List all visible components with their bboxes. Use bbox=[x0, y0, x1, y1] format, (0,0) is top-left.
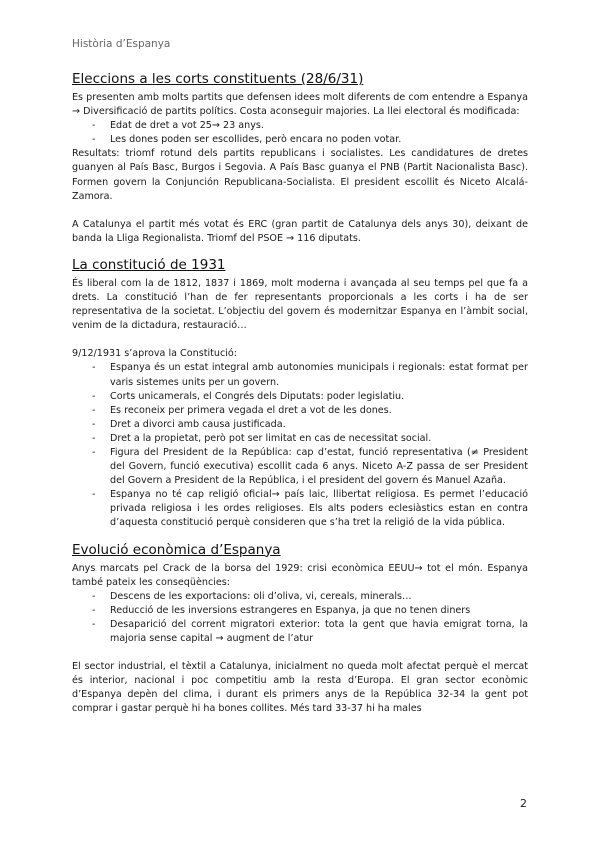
paragraph: Anys marcats pel Crack de la borsa del 1929: crisi econòmica EEUU→ tot el món. Espanya també pateix les conseqüències: bbox=[72, 562, 528, 588]
section-heading-economy: Evolució econòmica d’Espanya bbox=[72, 541, 281, 558]
list-item: - Espanya és un estat integral amb autonomies municipals i regionals: estat format per varis sistemes units per un govern. bbox=[72, 361, 528, 389]
paragraph: El sector industrial, el tèxtil a Catalunya, inicialment no queda molt afectat perquè el mercat és interior, nacional i poc competitiu amb la resta d’Europa. El gran sector econòmic d’Espanya depèn del clima, i durant els primers anys de la República 32-34 la gent pot comprar i gastar perquè hi ha bones collites. Més tard 33-37 hi ha males bbox=[72, 661, 528, 715]
section-heading-constitution: La constitució de 1931 bbox=[72, 256, 226, 273]
list-item: - Les dones poden ser escollides, però encara no poden votar. bbox=[72, 133, 528, 147]
paragraph: És liberal com la de 1812, 1837 i 1869, molt moderna i avançada al seu temps pel que fa a drets. La constitució l’han de fer representants proporcionals a les corts i ha de ser representativa de la societat. L’objectiu del govern és modernitzar Espanya en l’àmbit social, venim de la dictadura, restauració… bbox=[72, 277, 528, 332]
list-item: - Es reconeix per primera vegada el dret a vot de les dones. bbox=[72, 404, 528, 418]
bullet-list bbox=[72, 119, 528, 147]
paragraph: A Catalunya el partit més votat és ERC (gran partit de Catalunya dels anys 30), deixant de banda la Lliga Regionalista. Triomf del PSOE → 116 diputats. bbox=[72, 218, 528, 244]
bullet-list bbox=[72, 590, 528, 646]
page-content bbox=[72, 70, 528, 716]
list-item: - Espanya no té cap religió oficial→ país laic, llibertat religiosa. Es permet l’educació privada religiosa i les ordes religioses. Els alts poders eclesiàstics estan en contra d’aquesta constitució perquè consideren que s’ha tret la religió de la vida pública. bbox=[72, 488, 528, 530]
list-item: - Edat de dret a vot 25→ 23 anys. bbox=[72, 119, 528, 133]
list-item: - Reducció de les inversions estrangeres en Espanya, ja que no tenen diners bbox=[72, 604, 528, 618]
paragraph: 9/12/1931 s’aprova la Constitució: bbox=[72, 348, 238, 360]
running-header: Història d’Espanya bbox=[72, 38, 171, 50]
list-item: - Dret a divorci amb causa justificada. bbox=[72, 418, 528, 432]
list-item: - Figura del President de la República: cap d’estat, funció representativa (≠ President del Govern, funció executiva) escollit cada 6 anys. Niceto A-Z passa de ser President del Govern a President de la República, i el president del govern és Manuel Azaña. bbox=[72, 446, 528, 488]
list-item: - Corts unicamerals, el Congrés dels Diputats: poder legislatiu. bbox=[72, 390, 528, 404]
page-number: 2 bbox=[520, 797, 527, 810]
bullet-list bbox=[72, 361, 528, 530]
list-item: - Desaparició del corrent migratori exterior: tota la gent que havia emigrat torna, la majoria sense capital → augment de l’atur bbox=[72, 618, 528, 646]
paragraph: Es presenten amb molts partits que defensen idees molt diferents de com entendre a Espanya → Diversificació de partits polítics. Costa aconseguir majories. La llei electoral és modificada: bbox=[72, 92, 528, 118]
paragraph: Resultats: triomf rotund dels partits republicans i socialistes. Les candidatures de dretes guanyen al País Basc, Burgos i Segovia. A País Basc guanya el PNB (Partit Nacionalista Basc). Formen govern la Conjunción Republicana-Socialista. El president escollit és Niceto Alcalá-Zamora. bbox=[72, 148, 528, 202]
section-heading-elections: Eleccions a les corts constituents (28/6/31) bbox=[72, 71, 364, 87]
list-item: - Dret a la propietat, però pot ser limitat en cas de necessitat social. bbox=[72, 432, 528, 446]
list-item: - Descens de les exportacions: oli d’oliva, vi, cereals, minerals… bbox=[72, 590, 528, 604]
